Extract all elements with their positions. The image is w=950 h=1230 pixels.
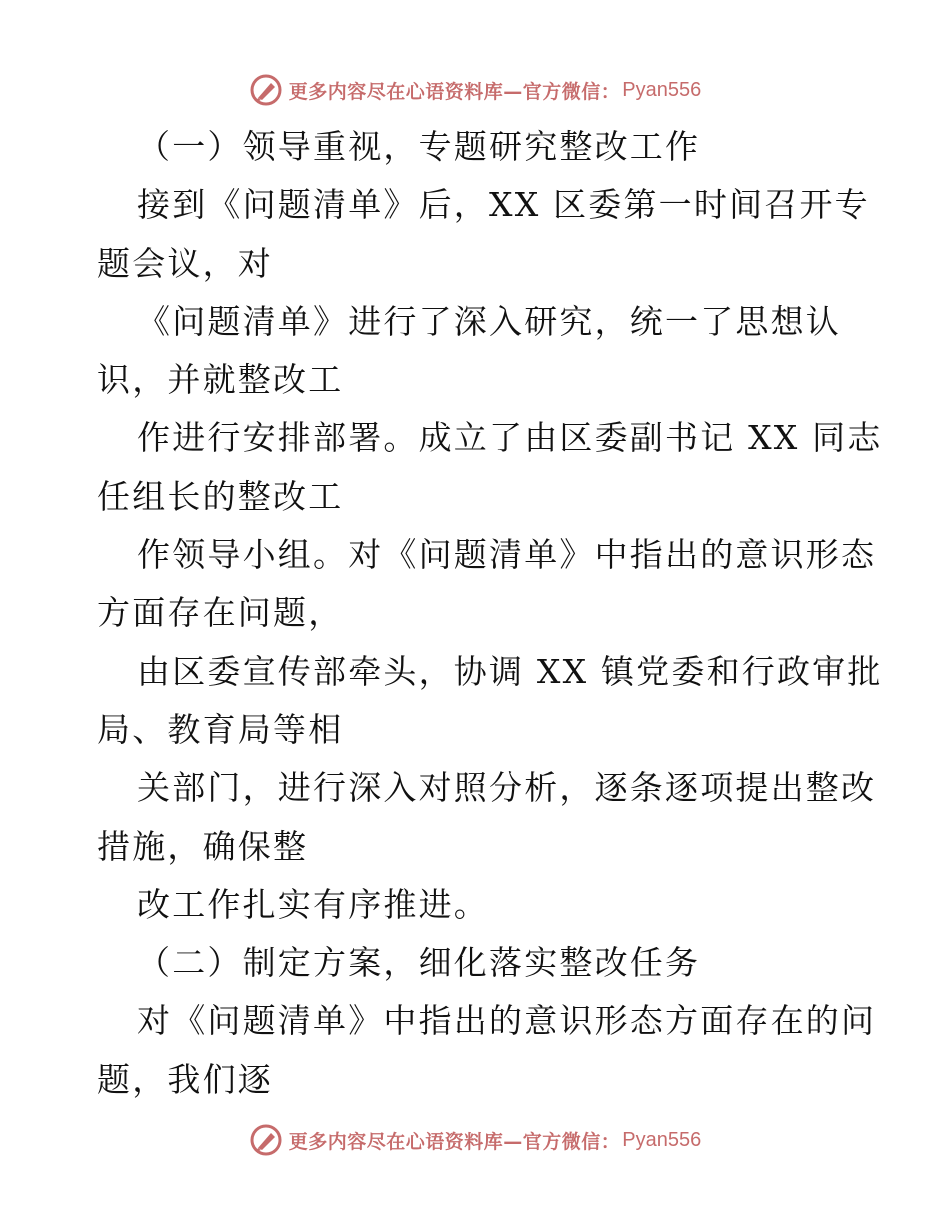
watermark-header (0, 70, 950, 110)
paragraph-line: 接到《问题清单》后，XX 区委第一时间召开专 (137, 185, 870, 225)
pen-logo-icon (249, 73, 283, 107)
paragraph-line: 作领导小组。对《问题清单》中指出的意识形态 (137, 535, 877, 575)
pen-logo-icon (249, 1123, 283, 1157)
watermark-footer (0, 1120, 950, 1160)
paragraph-line: 方面存在问题， (97, 593, 344, 633)
paragraph-line: 对《问题清单》中指出的意识形态方面存在的问 (137, 1001, 877, 1041)
watermark-wechat-id: Pyan556 (622, 1128, 702, 1151)
paragraph-line: 由区委宣传部牵头，协调 XX 镇党委和行政审批 (137, 651, 883, 691)
paragraph-line: 作进行安排部署。成立了由区委副书记 XX 同志 (137, 418, 883, 458)
paragraph-line: 改工作扎实有序推进。 (137, 884, 489, 924)
paragraph-line: 任组长的整改工 (97, 476, 344, 516)
paragraph-line: 题，我们逐 (97, 1059, 273, 1099)
document-body (97, 118, 883, 1109)
section-heading-1: （一）领导重视，专题研究整改工作 (137, 127, 701, 166)
paragraph-line: 措施，确保整 (97, 826, 309, 866)
paragraph-line: 《问题清单》进行了深入研究，统一了思想认 (137, 301, 841, 341)
paragraph-line: 局、教育局等相 (97, 709, 344, 749)
paragraph-line: 关部门，进行深入对照分析，逐条逐项提出整改 (137, 768, 877, 808)
watermark-wechat-id: Pyan556 (622, 78, 702, 101)
paragraph-line: 识，并就整改工 (97, 360, 344, 400)
section-heading-2: （二）制定方案，细化落实整改任务 (137, 943, 701, 983)
paragraph-line: 题会议，对 (97, 243, 273, 283)
watermark-text: 更多内容尽在心语资料库—官方微信： (288, 80, 621, 103)
watermark-text: 更多内容尽在心语资料库—官方微信： (288, 1130, 621, 1153)
